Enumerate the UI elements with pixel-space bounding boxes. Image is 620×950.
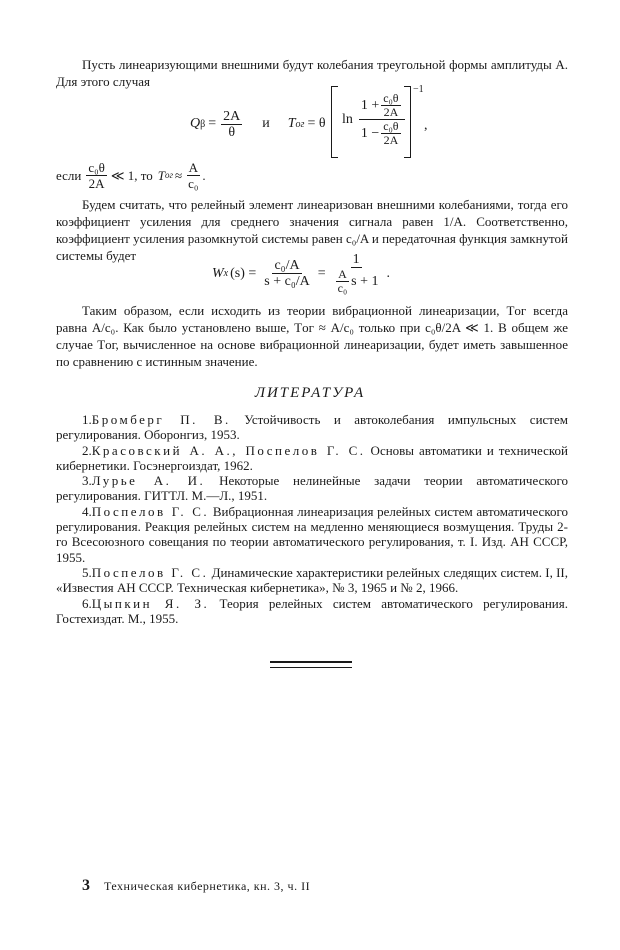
journal-reference: Техническая кибернетика, кн. 3, ч. II	[104, 879, 311, 893]
reference-item: 3.Лурье А. И. Некоторые нелинейные задачи теории автоматического регулирования. ГИТТЛ. М.—Л., 1951.	[56, 473, 568, 504]
fraction-2a-theta: $\frac{2A}{\theta}$	[223, 108, 241, 140]
t-symbol: T	[287, 116, 296, 131]
beta-subscript: β	[200, 118, 206, 130]
equals-sign: =	[208, 116, 217, 131]
paragraph-conclusion: Таким образом, если исходить из теории вибрационной линеаризации, Tог всегда равна A/c₀. Как было установлено выше, Tог ≈ A/c₀ только при c₀θ/2A ≪ 1. В общем же случае Tог, вычисленное на основе вибрационной линеаризации, будет иметь завышенное по сравнению с истинным значение.	[56, 303, 568, 369]
equation-transfer-function: W x (s) = $\frac{\text{c₀/A}}{\text{s + c₀/A}}$ = 1 $\frac{A}{\text{c₀}}$ s + 1 .	[212, 252, 391, 295]
ln-symbol: ln	[342, 111, 353, 127]
reference-item: 6.Цыпкин Я. З. Теория релейных систем автоматического регулирования. Гостехиздат. М., 1955.	[56, 595, 568, 626]
power-minus-one: −1	[413, 84, 424, 95]
end-rule-thick	[270, 661, 352, 663]
reference-item: 4.Поспелов Г. С. Вибрационная линеаризация релейных систем автоматического регулирования. Реакция релейных систем на медленно меняющиеся возмущения. Труды 2-го Всесоюзного совещания по теории автоматического регулирования, т. I. Изд. АН СССР, 1955.	[56, 503, 568, 565]
equation-q-beta	[190, 94, 326, 154]
reference-item: 2.Красовский А. А., Поспелов Г. С. Основы автоматики и технической кибернетики. Госэнергоиздат, 1962.	[56, 442, 569, 473]
and-word: и	[262, 116, 270, 131]
condition-line: если $\frac{\text{c₀θ}}{2A}$ ≪ 1, то T ог ≈ $\frac{A}{\text{c₀}}$ .	[56, 160, 206, 191]
q-symbol: Q	[190, 116, 201, 131]
log-argument	[342, 92, 407, 147]
t-subscript: ог	[295, 118, 305, 130]
log-fraction: 1 + $\frac{\text{c₀θ}}{2A}$ 1 − $\frac{\text{c₀θ}}{2A}$	[359, 92, 405, 147]
equation-comma: ,	[424, 118, 428, 133]
section-heading-literature: ЛИТЕРАТУРА	[254, 385, 366, 401]
equals-theta: = θ	[307, 116, 326, 131]
reference-item: 1.Бромберг П. В. Устойчивость и автоколебания импульсных систем регулирования. Оборонгиз, 1953.	[56, 412, 568, 443]
reference-item: 5.Поспелов Г. С. Динамические характеристики релейных следящих систем. I, II, «Известия АН СССР. Техническая кибернетика», № 3, 1965 и № 2, 1966.	[56, 564, 568, 596]
page-number: 3	[82, 877, 91, 894]
left-bracket	[331, 86, 338, 158]
right-bracket	[404, 86, 411, 158]
paragraph-linearization: Будем считать, что релейный элемент линеаризован внешними колебаниями, тогда его коэффициент усиления для среднего значения сигнала равен 1/A. Соответственно, коэффициент усиления разомкнутой системы равен c₀/A и передаточная функция замкнутой системы будет	[56, 197, 568, 263]
end-rule-thin	[270, 667, 352, 668]
reference-list	[56, 412, 568, 626]
page-footer	[82, 877, 310, 895]
paragraph-intro: Пусть линеаризующими внешними будут колебания треугольной формы амплитуды A. Для этого случая	[56, 57, 568, 89]
